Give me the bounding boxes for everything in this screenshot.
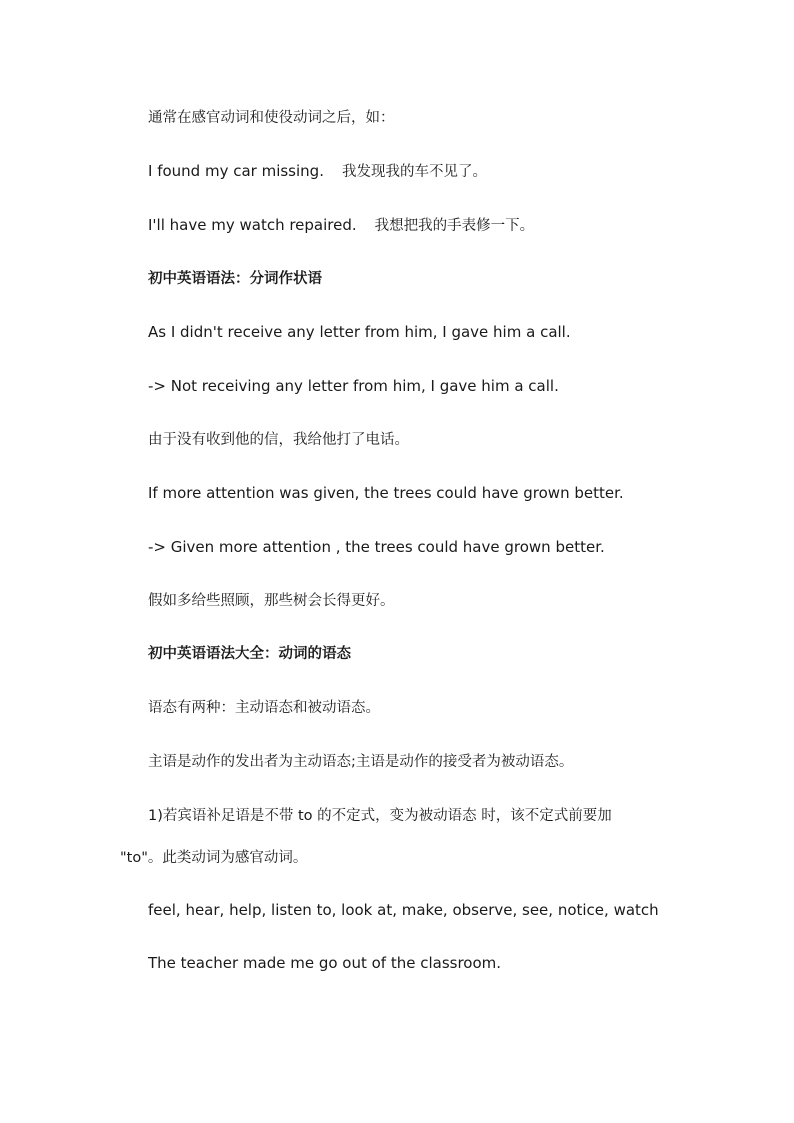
paragraph-text-continuation: "to"。此类动词为感官动词。 — [120, 850, 308, 866]
example-sentence — [148, 215, 534, 236]
paragraph-text: 语态有两种：主动语态和被动语态。 — [148, 700, 380, 716]
chinese-translation: 我发现我的车不见了。 — [341, 164, 487, 180]
example-sentence: -> Given more attention , the trees could have grown better. — [148, 538, 605, 556]
chinese-translation: 我想把我的手表修一下。 — [374, 218, 535, 234]
chinese-translation: 假如多给些照顾，那些树会长得更好。 — [148, 593, 395, 609]
example-sentence: As I didn't receive any letter from him, I gave him a call. — [148, 323, 571, 341]
english-sentence: I'll have my watch repaired. — [148, 216, 357, 234]
chinese-translation: 由于没有收到他的信，我给他打了电话。 — [148, 432, 409, 448]
example-sentence: If more attention was given, the trees could have grown better. — [148, 484, 624, 502]
verb-list: feel, hear, help, listen to, look at, make, observe, see, notice, watch — [148, 901, 659, 919]
paragraph-text: 1)若宾语补足语是不带 to 的不定式，变为被动语态 时，该不定式前要加 — [148, 808, 612, 824]
example-sentence: -> Not receiving any letter from him, I gave him a call. — [148, 377, 559, 395]
paragraph-text: 主语是动作的发出者为主动语态;主语是动作的接受者为被动语态。 — [148, 754, 574, 770]
section-heading: 初中英语语法：分词作状语 — [148, 271, 322, 287]
example-sentence — [148, 161, 487, 182]
example-sentence: The teacher made me go out of the classroom. — [148, 954, 502, 972]
section-heading: 初中英语语法大全：动词的语态 — [148, 646, 351, 662]
english-sentence: I found my car missing. — [148, 162, 324, 180]
paragraph-intro: 通常在感官动词和使役动词之后，如： — [148, 110, 395, 126]
